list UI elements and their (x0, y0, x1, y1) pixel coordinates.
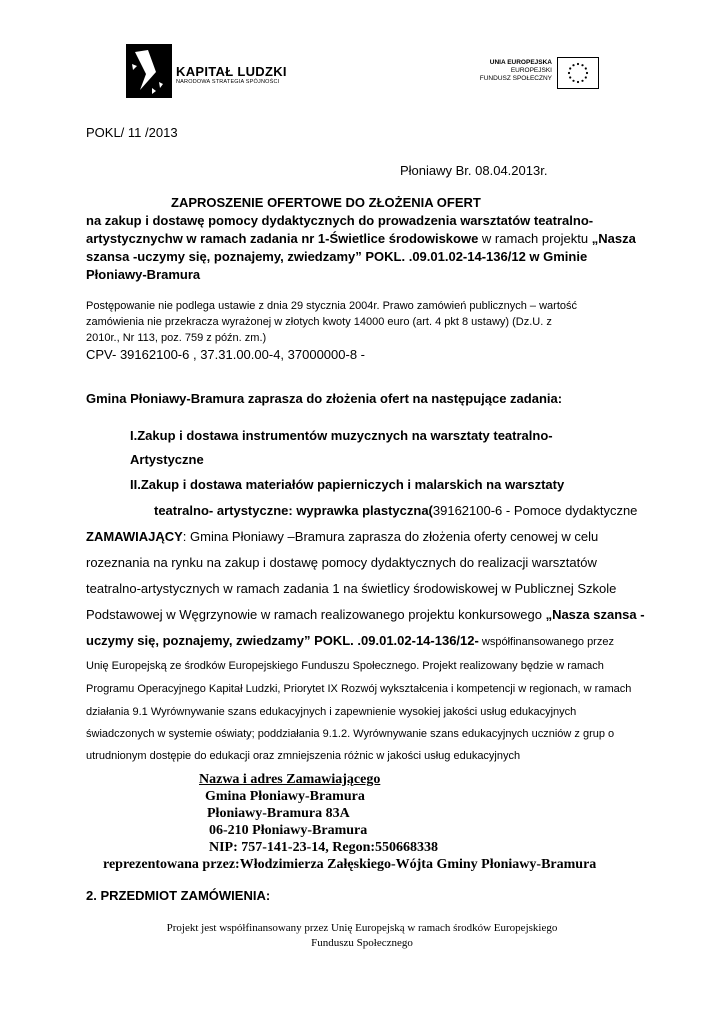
task-1-line-2: Artystyczne (130, 452, 204, 467)
footer-line-1: Projekt jest współfinansowany przez Unię Europejską w ramach środków Europejskiego (166, 922, 558, 934)
task-1-line-1: I.Zakup i dostawa instrumentów muzycznych na warsztaty teatralno- (130, 428, 553, 443)
intro-line-2 (86, 231, 636, 246)
doc-heading: ZAPROSZENIE OFERTOWE DO ZŁOŻENIA OFERT (171, 195, 481, 210)
cpv-codes: CPV- 39162100-6 , 37.31.00.00-4, 37000000-8 - (86, 347, 365, 362)
body-line-4 (86, 607, 645, 622)
kl-logo-title: KAPITAŁ LUDZKI (176, 64, 287, 79)
section-2-heading: 2. PRZEDMIOT ZAMÓWIENIA: (86, 888, 271, 903)
address-line-1: Gmina Płoniawy-Bramura (205, 789, 365, 804)
place-date: Płoniawy Br. 08.04.2013r. (400, 163, 548, 178)
footer-line-2: Funduszu Społecznego (311, 937, 413, 949)
eu-logo-text (470, 59, 552, 83)
legal-line-2: zamówienia nie przekracza wyrażonej w złotych kwoty 14000 euro (art. 4 pkt 8 ustawy) (Dz.U. z (86, 316, 552, 328)
address-line-3: 06-210 Płoniawy-Bramura (209, 823, 368, 838)
task-2-line-2 (154, 503, 637, 518)
body-line-4b: „Nasza szansa - (545, 607, 645, 622)
intro-line-3: szansa -uczymy się, poznajemy, zwiedzamy” POKL. .09.01.02-14-136/12 w Gminie (86, 249, 588, 264)
kapital-ludzki-logo-icon (126, 44, 172, 98)
body-line-7: Programu Operacyjnego Kapitał Ludzki, Priorytet IX Rozwój wykształcenia i kompetencji w regionach, w ramach (86, 683, 632, 695)
address-line-5: reprezentowana przez:Włodzimierza Załęskiego-Wójta Gminy Płoniawy-Bramura (103, 857, 597, 872)
body-line-3: teatralno-artystycznych w ramach zadania 1 na świetlicy środowiskowej w Publicznej Szkole (86, 581, 617, 596)
legal-line-3: 2010r., Nr 113, poz. 759 z późn. zm.) (86, 332, 267, 344)
body-line-5b: współfinansowanego przez (478, 636, 614, 648)
kl-logo-subtitle: NARODOWA STRATEGIA SPÓJNOŚCI (176, 79, 280, 85)
eu-logo-line3: FUNDUSZ SPOŁECZNY (479, 75, 552, 82)
task-2-line-1: II.Zakup i dostawa materiałów papierniczych i malarskich na warsztaty (130, 477, 565, 492)
intro-line-4: Płoniawy-Bramura (86, 267, 201, 282)
body-line-5a: uczymy się, poznajemy, zwiedzamy” POKL. .09.01.02-14-136/12- (86, 633, 479, 648)
body-line-9: świadczonych w systemie oświaty; poddziałania 9.1.2. Wyrównywanie szans edukacyjnych uczniów z grup o (86, 728, 615, 740)
task-2-line-2a: teatralno- artystyczne: wyprawka plastyczna( (154, 503, 433, 518)
address-title: Nazwa i adres Zamawiającego (199, 772, 381, 787)
address-line-4: NIP: 757-141-23-14, Regon:550668338 (209, 840, 439, 855)
body-line-2: rozeznania na rynku na zakup i dostawę pomocy dydaktycznych do realizacji warsztatów (86, 555, 597, 570)
body-line-1 (86, 529, 598, 544)
body-line-5 (86, 633, 614, 648)
intro-line-1: na zakup i dostawę pomocy dydaktycznych do prowadzenia warsztatów teatralno- (86, 213, 594, 228)
intro-line-2a: artystycznychw w ramach zadania nr 1-Świetlice środowiskowe (86, 231, 479, 246)
body-line-4a: Podstawowej w Węgrzynowie w ramach realizowanego projektu konkursowego (86, 607, 546, 622)
body-line-6: Unię Europejską ze środków Europejskiego Funduszu Społecznego. Projekt realizowany będzie w ramach (86, 660, 604, 672)
intro-line-2c: „Nasza (591, 231, 636, 246)
legal-line-1: Postępowanie nie podlega ustawie z dnia 29 stycznia 2004r. Prawo zamówień publicznych – wartość (86, 300, 578, 312)
body-line-8: działania 9.1 Wyrównywanie szans edukacyjnych i zapewnienie wysokiej jakości usług edukacyjnych (86, 706, 577, 718)
invite-line: Gmina Płoniawy-Bramura zaprasza do złożenia ofert na następujące zadania: (86, 391, 563, 406)
eu-logo-line1: UNIA EUROPEJSKA (489, 59, 552, 66)
eu-logo-line2: EUROPEJSKI (510, 67, 552, 74)
doc-reference: POKL/ 11 /2013 (86, 125, 178, 140)
body-line-1a: ZAMAWIAJĄCY (86, 529, 183, 544)
eu-flag-icon (557, 57, 599, 89)
body-line-1b: : Gmina Płoniawy –Bramura zaprasza do złożenia oferty cenowej w celu (182, 529, 599, 544)
task-2-line-2b: 39162100-6 - Pomoce dydaktyczne (432, 503, 638, 518)
body-line-10: utrudnionym dostępie do edukacji oraz zmniejszenia różnic w jakości usług edukacyjnych (86, 750, 521, 762)
intro-line-2b: w ramach projektu (478, 231, 592, 246)
address-line-2: Płoniawy-Bramura 83A (207, 806, 350, 821)
